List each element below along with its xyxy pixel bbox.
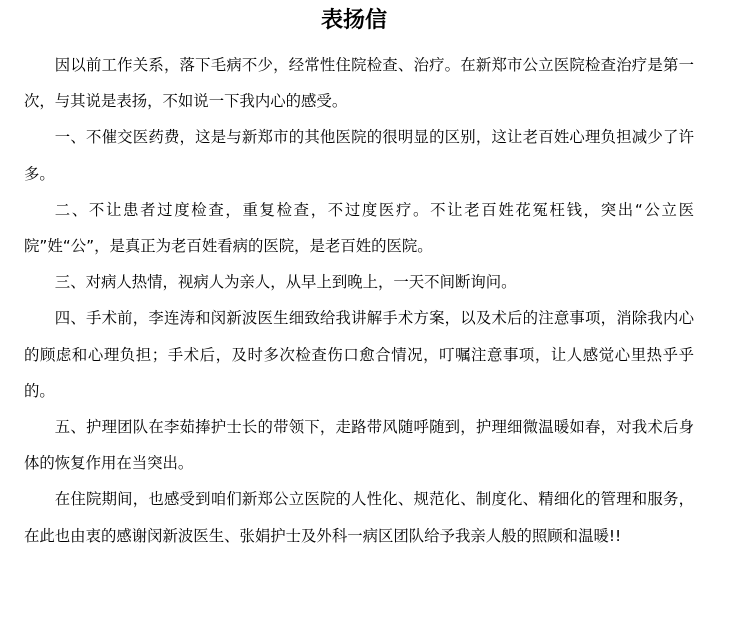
paragraph-point-5: 五、护理团队在李茹捧护士长的带领下，走路带风随呼随到，护理细微温暖如春，对我术后身体的恢复作用在当突出。: [24, 418, 694, 473]
paragraph-point-4: 四、手术前，李连涛和闵新波医生细致给我讲解手术方案，以及术后的注意事项，消除我内心的顾虑和心理负担；手术后，及时多次检查伤口愈合情况，叮嘱注意事项，让人感觉心里热乎乎的。: [24, 309, 694, 400]
paragraph-intro: 因以前工作关系，落下毛病不少，经常性住院检查、治疗。在新郑市公立医院检查治疗是第一次，与其说是表扬，不如说一下我内心的感受。: [24, 56, 694, 111]
paragraph-point-1: 一、不催交医药费，这是与新郑市的其他医院的很明显的区别，这让老百姓心理负担减少了许多。: [24, 128, 694, 183]
paragraph-point-2: 二、不让患者过度检查，重复检查，不过度医疗。不让老百姓花冤枉钱，突出“公立医院”姓“公”，是真正为老百姓看病的医院，是老百姓的医院。: [24, 200, 694, 256]
paragraph-closing: 在住院期间，也感受到咱们新郑公立医院的人性化、规范化、制度化、精细化的管理和服务，在此也由衷的感谢闵新波医生、张娟护士及外科一病区团队给予我亲人般的照顾和温暖!!: [24, 490, 694, 545]
paragraph-point-3: 三、对病人热情，视病人为亲人，从早上到晚上，一天不间断询问。: [54, 273, 517, 292]
letter-body: [24, 47, 694, 554]
letter-title: 表扬信: [320, 8, 387, 33]
